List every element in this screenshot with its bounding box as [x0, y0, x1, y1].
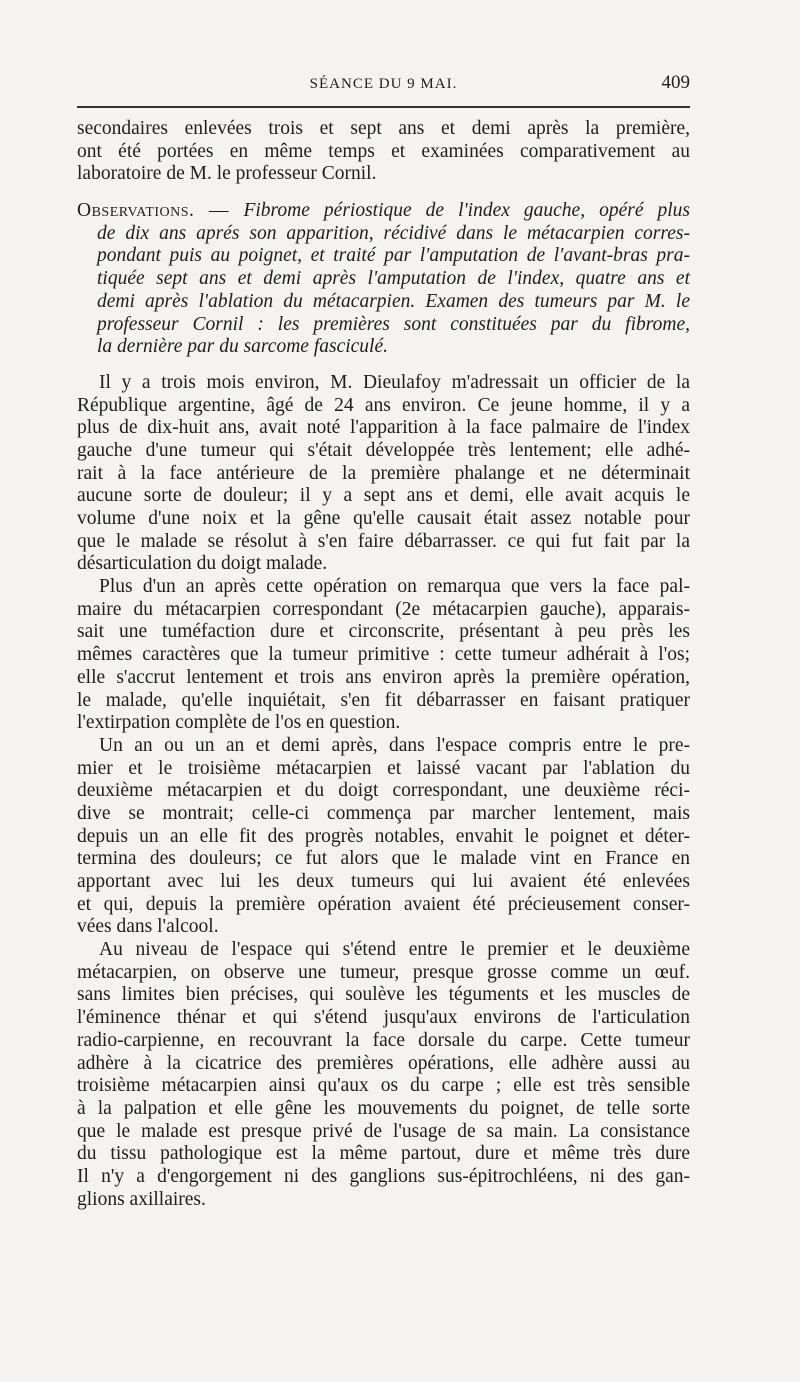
text-line: apportant avec lui les deux tumeurs qui lui avaient été enlevées [77, 871, 690, 892]
running-title: SÉANCE DU 9 MAI. [309, 76, 458, 92]
text-line: tiquée sept ans et demi après l'amputation de l'index, quatre ans et [97, 268, 690, 290]
text-line: Plus d'un an après cette opération on remarqua que vers la face pal- [99, 576, 690, 598]
text-line: Un an ou un an et demi après, dans l'espace compris entre le pre- [99, 734, 690, 756]
text-line: secondaires enlevées trois et sept ans et demi après la première, [77, 118, 690, 139]
text-line: laboratoire de M. le professeur Cornil. [77, 163, 377, 185]
text-line: vées dans l'alcool. [77, 916, 219, 938]
text-line: le malade, qu'elle inquiétait, s'en fit débarrasser en faisant pratiquer [77, 689, 690, 711]
header-rule [77, 106, 690, 108]
text-line: depuis un an elle fit des progrès notables, envahit le poignet et déter- [77, 825, 690, 847]
text-line: Il n'y a d'engorgement ni des ganglions sus-épitrochléens, ni des gan- [77, 1165, 690, 1187]
text-line: sait une tuméfaction dure et circonscrite, présentant à peu près les [77, 621, 690, 643]
page-number: 409 [661, 72, 690, 93]
text-line: que le malade se résolut à s'en faire débarrasser. ce qui fut fait par la [77, 530, 690, 552]
text-line: l'éminence thénar et qui s'étend jusqu'aux environs de l'articulation [77, 1007, 690, 1029]
text-line: Au niveau de l'espace qui s'étend entre le premier et le deuxième [99, 939, 690, 961]
paragraph [77, 372, 690, 576]
text-line: du tissu pathologique est la même partout, dure et même très dure [77, 1143, 690, 1165]
text-line: volume d'une noix et la gêne qu'elle causait était assez notable pour [77, 508, 690, 529]
text-line: maire du métacarpien correspondant (2e métacarpien gauche), apparais- [77, 598, 690, 620]
text-line: rait à la face antérieure de la première phalange et ne déterminait [77, 462, 690, 484]
text-line: gauche d'une tumeur qui s'était développée très lentement; elle adhé- [77, 439, 690, 461]
text-line: termina des douleurs; ce fut alors que le malade vint en France en [77, 848, 690, 870]
text-line: troisième métacarpien ainsi qu'aux os du carpe ; elle est très sensible [77, 1075, 690, 1097]
text-line: pondant puis au poignet, et traité par l'amputation de l'avant-bras pra- [97, 245, 690, 267]
text-line: la dernière par du sarcome fasciculé. [97, 336, 388, 358]
text-line: elle s'accrut lentement et trois ans environ après la première opération, [77, 666, 690, 688]
text-line: de dix ans aprés son apparition, récidivé dans le métacarpien corres- [97, 222, 690, 244]
text-line: plus de dix-huit ans, avait noté l'apparition à la face palmaire de l'index [77, 417, 690, 439]
text-line: sans limites bien précises, qui soulève les téguments et les muscles de [77, 984, 690, 1006]
observations-heading [77, 200, 690, 359]
text-line: professeur Cornil : les premières sont constituées par du fibrome, [97, 313, 690, 335]
text-line: Il y a trois mois environ, M. Dieulafoy m'adressait un officier de la [99, 371, 690, 393]
paragraph [77, 118, 690, 186]
paragraph [77, 939, 690, 1211]
text-line [77, 200, 690, 223]
text-line: ont été portées en même temps et examinées comparativement au [77, 140, 690, 162]
paragraph [77, 576, 690, 735]
text-line: mier et le troisième métacarpien et laissé vacant par l'ablation du [77, 757, 690, 779]
text-line: adhère à la cicatrice des premières opérations, elle adhère aussi au [77, 1052, 690, 1074]
text-line: et qui, depuis la première opération avaient été précieusement conser- [77, 893, 690, 915]
text-line: à la palpation et elle gêne les mouvements du poignet, de telle sorte [77, 1097, 690, 1119]
text-line: dive se montrait; celle-ci commença par marcher lentement, mais [77, 802, 690, 824]
text-line: aucune sorte de douleur; il y a sept ans et demi, elle avait acquis le [77, 485, 690, 507]
text-line: deuxième métacarpien et du doigt correspondant, une deuxième réci- [77, 780, 690, 802]
paragraph [77, 735, 690, 939]
observations-title: Fibrome périostique de l'index gauche, opéré plus [243, 200, 691, 222]
text-line: métacarpien, on observe une tumeur, presque grosse comme un œuf. [77, 961, 690, 983]
text-line: mêmes caractères que la tumeur primitive : cette tumeur adhérait à l'os; [77, 644, 690, 666]
text-line: l'extirpation complète de l'os en question. [77, 712, 401, 734]
text-line: désarticulation du doigt malade. [77, 553, 328, 575]
text-line: radio-carpienne, en recouvrant la face dorsale du carpe. Cette tumeur [77, 1029, 690, 1051]
page-header [77, 72, 690, 98]
text-line: glions axillaires. [77, 1188, 206, 1210]
text-line: République argentine, âgé de 24 ans environ. Ce jeune homme, il y a [77, 394, 690, 416]
text-line: demi après l'ablation du métacarpien. Examen des tumeurs par M. le [97, 290, 690, 312]
text-line: que le malade est presque privé de l'usage de sa main. La consistance [77, 1120, 690, 1142]
observations-label: Observations. — [77, 200, 244, 222]
body-text [77, 118, 690, 1211]
